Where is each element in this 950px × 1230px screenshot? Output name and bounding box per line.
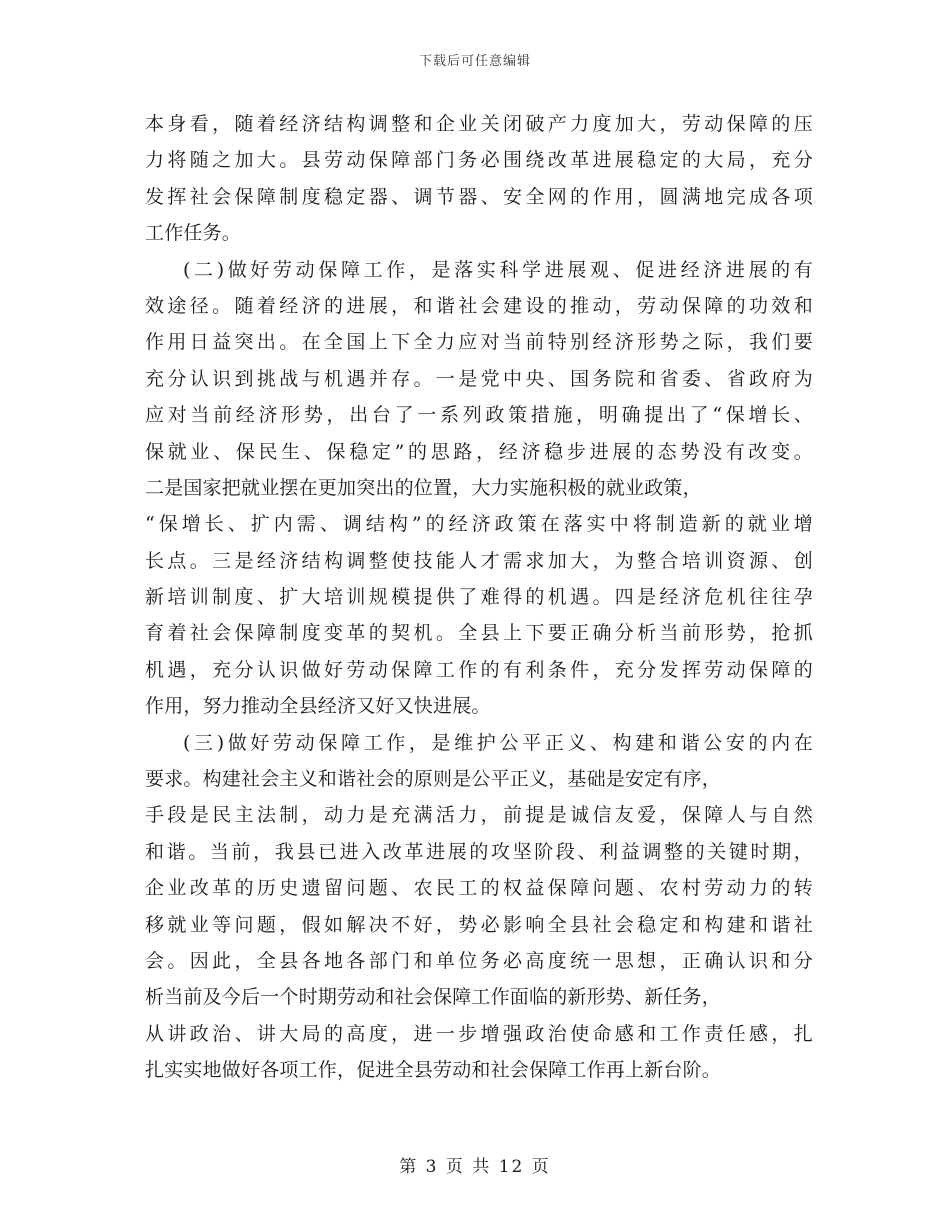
- text-line: 作用日益突出。在全国上下全力应对当前特别经济形势之际，我们要: [145, 331, 813, 354]
- text-line: 和谐。当前，我县已进入改革进展的攻坚阶段、利益调整的关键时期，: [145, 840, 813, 863]
- text-line: 企业改革的历史遗留问题、农民工的权益保障问题、农村劳动力的转: [145, 877, 813, 900]
- text-line: 育着社会保障制度变革的契机。全县上下要正确分析当前形势，抢抓: [145, 622, 813, 645]
- text-line: 从讲政治、讲大局的高度，进一步增强政治使命感和工作责任感，扎: [145, 1022, 813, 1045]
- text-line: 会。因此，全县各地各部门和单位务必高度统一思想，正确认识和分: [145, 949, 813, 972]
- text-line: (三)做好劳动保障工作，是维护公平正义、构建和谐公安的内在: [183, 731, 813, 754]
- text-line: 要求。构建社会主义和谐社会的原则是公平正义，基础是安定有序，: [145, 768, 722, 791]
- text-line: “保增长、扩内需、调结构”的经济政策在落实中将制造新的就业增: [145, 513, 813, 536]
- text-line: 效途径。随着经济的进展，和谐社会建设的推动，劳动保障的功效和: [145, 294, 813, 317]
- page-header: 下载后可任意编辑: [418, 54, 531, 69]
- text-line: 机遇，充分认识做好劳动保障工作的有利条件，充分发挥劳动保障的: [145, 658, 813, 681]
- text-line: 充分认识到挑战与机遇并存。一是党中央、国务院和省委、省政府为: [145, 367, 813, 390]
- text-line: 发挥社会保障制度稳定器、调节器、安全网的作用，圆满地完成各项: [145, 185, 813, 208]
- page-number-footer: 第 3 页 共 12 页: [399, 1157, 551, 1177]
- text-line: 析当前及今后一个时期劳动和社会保障工作面临的新形势、新任务，: [145, 986, 722, 1009]
- text-line: 长点。三是经济结构调整使技能人才需求加大，为整合培训资源、创: [145, 549, 813, 572]
- text-line: (二)做好劳动保障工作，是落实科学进展观、促进经济进展的有: [183, 258, 813, 281]
- text-line: 力将随之加大。县劳动保障部门务必围绕改革进展稳定的大局，充分: [145, 149, 813, 172]
- text-line: 作用，努力推动全县经济又好又快进展。: [145, 695, 491, 718]
- document-body: [145, 106, 813, 1089]
- text-line: 保就业、保民生、保稳定”的思路，经济稳步进展的态势没有改变。: [145, 440, 813, 463]
- text-line: 应对当前经济形势，出台了一系列政策措施，明确提出了“保增长、: [145, 404, 813, 427]
- text-line: 手段是民主法制，动力是充满活力，前提是诚信友爱，保障人与自然: [145, 804, 813, 827]
- text-line: 新培训制度、扩大培训规模提供了难得的机遇。四是经济危机往往孕: [145, 586, 813, 609]
- text-line: 移就业等问题，假如解决不好，势必影响全县社会稳定和构建和谐社: [145, 913, 813, 936]
- text-line: 二是国家把就业摆在更加突出的位置，大力实施积极的就业政策，: [145, 476, 702, 499]
- text-line: 扎实实地做好各项工作，促进全县劳动和社会保障工作再上新台阶。: [145, 1059, 722, 1082]
- text-line: 工作任务。: [145, 222, 242, 245]
- text-line: 本身看，随着经济结构调整和企业关闭破产力度加大，劳动保障的压: [145, 113, 813, 135]
